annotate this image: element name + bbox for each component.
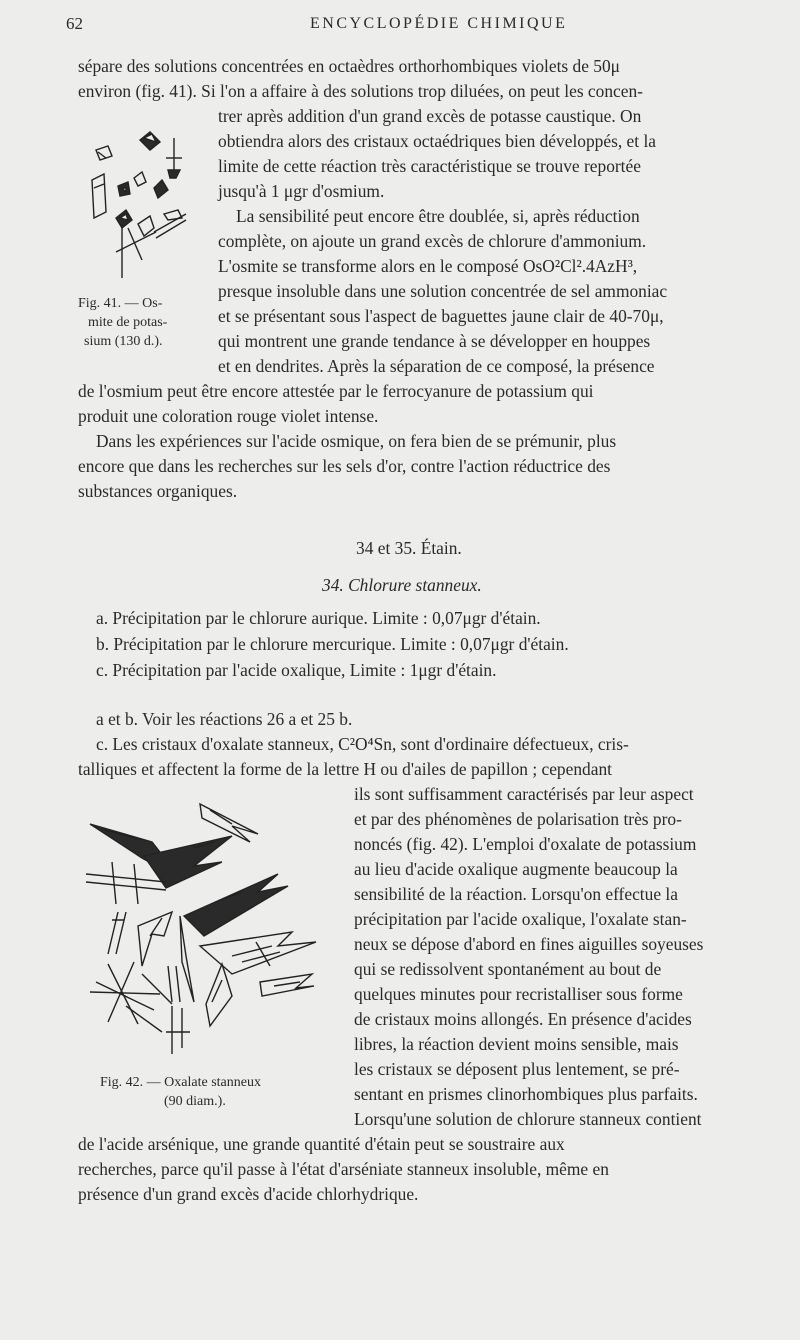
text-line: précipitation par l'acide oxalique, l'oxalate stan- <box>354 909 687 929</box>
text-line: limite de cette réaction très caractéristique se trouve reportée <box>218 156 641 176</box>
text-line: au lieu d'acide oxalique augmente beaucoup la <box>354 859 678 879</box>
text-line: qui montrent une grande tendance à se développer en houppes <box>218 331 651 351</box>
oxalate-crystal <box>184 874 288 936</box>
text-line: jusqu'à 1 μgr d'osmium. <box>218 181 385 201</box>
oxalate-crystal <box>260 974 314 996</box>
list-item: a. Précipitation par le chlorure aurique. Limite : 0,07μgr d'étain. <box>96 608 541 628</box>
text-line: et par des phénomènes de polarisation très pro- <box>354 809 682 829</box>
osmite-crystal <box>134 172 146 186</box>
osmite-crystal <box>138 214 186 238</box>
oxalate-crystal <box>200 932 316 974</box>
text-line: presque insoluble dans une solution concentrée de sel ammoniac <box>218 281 668 301</box>
text-line: sentant en prismes clinorhombiques plus parfaits. <box>354 1084 698 1104</box>
text-line: de cristaux moins allongés. En présence d'acides <box>354 1009 692 1029</box>
figure-42-caption-line: Fig. 42. — Oxalate stanneux <box>100 1075 261 1090</box>
text-line: noncés (fig. 42). L'emploi d'oxalate de potassium <box>354 834 697 854</box>
text-line: quelques minutes pour recristalliser sous forme <box>354 984 683 1004</box>
text-line: trer après addition d'un grand excès de potasse caustique. On <box>218 106 642 126</box>
text-line: environ (fig. 41). Si l'on a affaire à des solutions trop diluées, on peut les concen- <box>78 81 643 101</box>
figure-42-illustration <box>82 796 322 1066</box>
text-line: complète, on ajoute un grand excès de chlorure d'ammonium. <box>218 231 647 251</box>
text-line: présence d'un grand excès d'acide chlorhydrique. <box>78 1184 419 1204</box>
text-line: sépare des solutions concentrées en octaèdres orthorhombiques violets de 50μ <box>78 56 620 76</box>
text-line: ils sont suffisamment caractérisés par leur aspect <box>354 784 694 804</box>
text-line: de l'acide arsénique, une grande quantité d'étain peut se soustraire aux <box>78 1134 565 1154</box>
text-line: libres, la réaction devient moins sensible, mais <box>354 1034 679 1054</box>
osmite-crystal <box>92 174 106 218</box>
osmite-crystal <box>116 224 156 278</box>
oxalate-crystal <box>168 966 180 1002</box>
osmite-crystal <box>118 182 130 196</box>
text-line: obtiendra alors des cristaux octaédriques bien développés, et la <box>218 131 656 151</box>
oxalate-crystal <box>138 912 172 966</box>
figure-41-caption-line: Fig. 41. — Os- <box>78 296 163 311</box>
section-subheading: 34. Chlorure stanneux. <box>322 575 482 595</box>
page-number: 62 <box>66 14 83 33</box>
text-line: les cristaux se déposent plus lentement, se pré- <box>354 1059 680 1079</box>
oxalate-crystal <box>90 962 172 1032</box>
text-line: et se présentant sous l'aspect de baguettes jaune clair de 40-70μ, <box>218 306 664 326</box>
text-line: talliques et affectent la forme de la lettre H ou d'ailes de papillon ; cependant <box>78 759 612 779</box>
text-line: qui se redissolvent spontanément au bout de <box>354 959 662 979</box>
figure-41-illustration <box>82 128 192 288</box>
figure-41-caption-line: sium (130 d.). <box>84 334 163 349</box>
list-item: c. Précipitation par l'acide oxalique, Limite : 1μgr d'étain. <box>96 660 497 680</box>
figure-42-caption-line: (90 diam.). <box>164 1094 226 1109</box>
list-item: b. Précipitation par le chlorure mercurique. Limite : 0,07μgr d'étain. <box>96 634 569 654</box>
text-line: encore que dans les recherches sur les sels d'or, contre l'action réductrice des <box>78 456 611 476</box>
running-header-title: ENCYCLOPÉDIE CHIMIQUE <box>310 15 568 32</box>
text-line: et en dendrites. Après la séparation de ce composé, la présence <box>218 356 655 376</box>
osmite-crystal <box>140 132 160 150</box>
text-line: c. Les cristaux d'oxalate stanneux, C²O⁴Sn, sont d'ordinaire défectueux, cris- <box>96 734 629 754</box>
text-line: recherches, parce qu'il passe à l'état d'arséniate stanneux insoluble, même en <box>78 1159 609 1179</box>
oxalate-crystal <box>144 836 232 888</box>
text-line: sensibilité de la réaction. Lorsqu'on effectue la <box>354 884 678 904</box>
figure-41-caption-line: mite de potas- <box>88 315 168 330</box>
text-line: neux se dépose d'abord en fines aiguilles soyeuses <box>354 934 704 954</box>
text-line: Lorsqu'une solution de chlorure stanneux contient <box>354 1109 702 1129</box>
osmite-crystal <box>96 146 112 160</box>
text-line: La sensibilité peut encore être doublée, si, après réduction <box>236 206 640 226</box>
text-line: L'osmite se transforme alors en le composé OsO²Cl².4AzH³, <box>218 256 638 276</box>
osmite-crystal <box>166 138 182 178</box>
text-line: Dans les expériences sur l'acide osmique, on fera bien de se prémunir, plus <box>96 431 617 451</box>
oxalate-crystal <box>166 1006 190 1054</box>
section-heading: 34 et 35. Étain. <box>356 538 462 558</box>
text-line: substances organiques. <box>78 481 238 501</box>
oxalate-crystal <box>108 912 126 954</box>
text-line: produit une coloration rouge violet intense. <box>78 406 379 426</box>
text-line: a et b. Voir les réactions 26 a et 25 b. <box>96 709 353 729</box>
osmite-crystal <box>154 180 168 198</box>
text-line: de l'osmium peut être encore attestée par le ferrocyanure de potassium qui <box>78 381 594 401</box>
osmite-crystal <box>116 210 132 228</box>
